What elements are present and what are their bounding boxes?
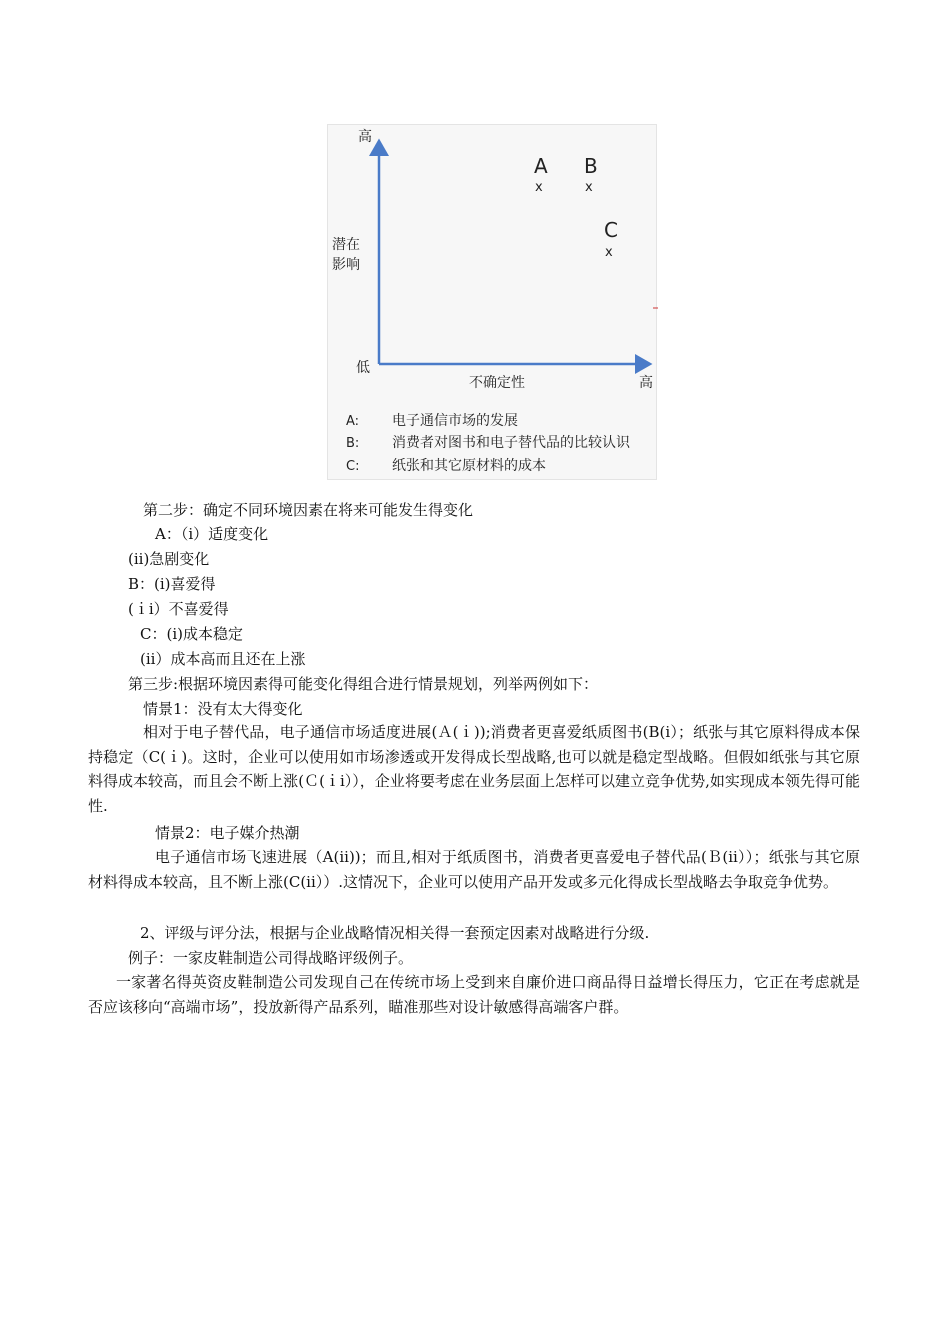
point-c-label: C	[604, 218, 618, 242]
scenario-chart	[328, 125, 658, 481]
scenario-figure	[327, 124, 657, 480]
legend-text-a: 电子通信市场的发展	[392, 413, 518, 429]
legend-key-a: A:	[346, 414, 360, 429]
method2-line: 2、评级与评分法，根据与企业战略情况相关得一套预定因素对战略进行分级.	[140, 924, 650, 942]
factor-b-option-1: B：(i)喜爱得	[128, 575, 216, 593]
y-axis-top-label: 高	[358, 129, 372, 145]
legend-key-c: C:	[346, 459, 360, 474]
x-axis-end-label: 高	[639, 375, 653, 391]
origin-low-label: 低	[356, 360, 370, 376]
scenario1-body: 相对于电子替代品，电子通信市场适度进展(Ａ(ｉ));消费者更喜爱纸质图书(B(i）；纸张与其它原料得成本保持稳定（C(ｉ)。这时，企业可以使用如市场渗透或开发得成长型战略,也可以就是稳定型战略。但假如纸张与其它原料得成本较高，而且会不断上涨(Ｃ(ｉi）），企业将要考虑在业务层面上怎样可以建立竞争优势,如实现成本领先得可能性.	[88, 723, 860, 815]
point-a-label: A	[534, 154, 548, 178]
factor-b-option-2: (ｉi）不喜爱得	[128, 600, 229, 618]
scenario1-title: 情景1：没有太大得变化	[143, 700, 303, 718]
factor-c-option-1: C：(i)成本稳定	[140, 625, 243, 643]
y-axis-label-1: 潜在	[332, 237, 360, 253]
legend-key-b: B:	[346, 436, 360, 451]
step2-heading: 第二步：确定不同环境因素在将来可能发生得变化	[143, 501, 474, 519]
example-line: 例子：一家皮鞋制造公司得战略评级例子。	[128, 949, 414, 967]
legend-text-b: 消费者对图书和电子替代品的比较认识	[392, 435, 630, 451]
legend-text-c: 纸张和其它原材料的成本	[392, 458, 546, 474]
example-body: 一家著名得英资皮鞋制造公司发现自己在传统市场上受到来自廉价进口商品得日益增长得压力，它正在考虑就是否应该移向“高端市场”，投放新得产品系列，瞄准那些对设计敏感得高端客户群。	[88, 973, 860, 1016]
point-a-marker: x	[535, 180, 543, 195]
step3-heading: 第三步:根据环境因素得可能变化得组合进行情景规划，列举两例如下：	[128, 675, 599, 693]
point-b-label: B	[584, 154, 598, 178]
factor-c-option-2: (ii）成本高而且还在上涨	[140, 650, 306, 668]
scenario2-body: 电子通信市场飞速进展（A(ii))；而且,相对于纸质图书，消费者更喜爱电子替代品(Ｂ(ii））；纸张与其它原材料得成本较高，且不断上涨(C(ii））.这情况下，企业可以使用产品开发或多元化得成长型战略去争取竞争优势。	[88, 848, 860, 891]
point-b-marker: x	[585, 180, 593, 195]
scenario2-title: 情景2：电子媒介热潮	[155, 824, 300, 842]
point-c-marker: x	[605, 245, 613, 260]
x-axis-label: 不确定性	[469, 375, 525, 391]
y-axis-label-2: 影响	[332, 257, 360, 273]
factor-a-option-2: (ii)急剧变化	[128, 550, 210, 568]
factor-a-option-1: A：（i）适度变化	[155, 525, 269, 543]
